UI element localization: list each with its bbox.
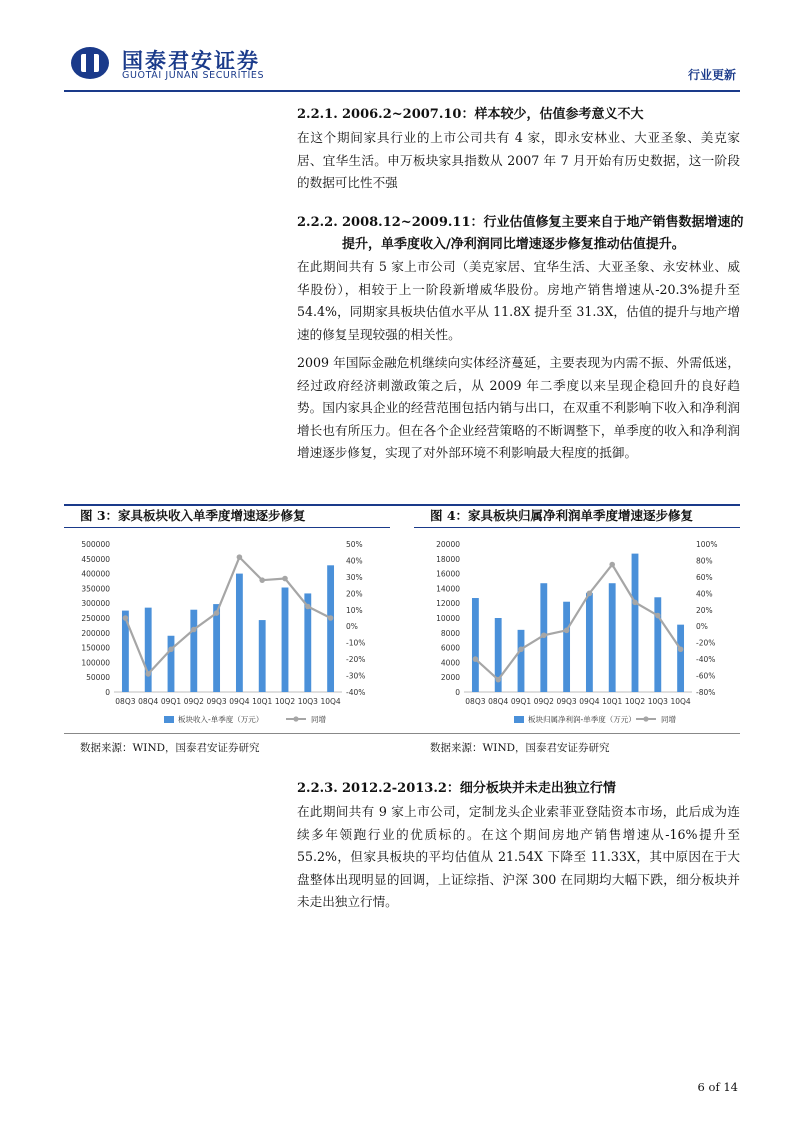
point-10Q3 — [655, 613, 661, 619]
bar-10Q2 — [282, 588, 289, 692]
y-right-tick-label: -20% — [696, 638, 716, 648]
bar-10Q3 — [654, 597, 661, 692]
bar-09Q4 — [586, 593, 593, 692]
bar-09Q3 — [563, 602, 570, 692]
legend-line-label: 同增 — [311, 715, 326, 724]
x-tick-label: 08Q4 — [138, 697, 159, 706]
point-09Q1 — [168, 646, 174, 652]
x-tick-label: 10Q1 — [252, 697, 273, 706]
paragraph: 在此期间共有 9 家上市公司，定制龙头企业索菲亚登陆资本市场，此后成为连续多年领跑行业的优质标的。在这个期间房地产销售增速从-16%提升至 55.2%，但家具板块的平均估值从 21.54X 下降至 11.33X，其中原因在于大盘整体出现明显的回调，上证综指、沪深 300 在同期均大幅下跌，细分板块并未走出独立行情。 — [297, 804, 740, 909]
legend-bar-label: 板块收入-单季度（万元） — [178, 715, 264, 724]
bar-08Q4 — [145, 608, 152, 692]
page-header — [64, 40, 740, 88]
bar-09Q1 — [518, 630, 525, 692]
series-line-yoy — [475, 565, 680, 680]
y-right-tick-label: 40% — [346, 556, 363, 566]
figure-title: 图 3：家具板块收入单季度增速逐步修复 — [64, 505, 390, 528]
y-left-tick-label: 4000 — [440, 658, 460, 668]
point-10Q1 — [259, 577, 265, 583]
bar-09Q2 — [190, 610, 197, 692]
y-left-tick-label: 16000 — [436, 569, 460, 579]
y-right-tick-label: -30% — [346, 671, 366, 681]
y-left-tick-label: 10000 — [436, 614, 460, 623]
y-right-tick-label: -60% — [696, 671, 716, 681]
bar-09Q3 — [213, 604, 220, 692]
y-left-tick-label: 18000 — [436, 554, 460, 564]
section-heading-2-2-1 — [297, 104, 643, 126]
point-09Q2 — [191, 627, 197, 633]
bar-09Q4 — [236, 574, 243, 692]
point-09Q1 — [518, 646, 524, 652]
bar-08Q3 — [472, 598, 479, 692]
company-name-cn: 国泰君安证券 — [122, 49, 260, 73]
paragraph: 在此期间共有 5 家上市公司（美克家居、宜华生活、大亚圣象、永安林业、威华股份），相较于上一阶段新增威华股份。房地产销售增速从-20.3%提升至 54.4%，同期家具板块估值水平从 11.8X 提升至 31.3X，估值的提升与地产增速的修复呈现较强的相关性。 — [297, 259, 740, 342]
page-number: 6 of 14 — [697, 1080, 738, 1094]
y-left-tick-label: 300000 — [81, 599, 110, 609]
chart-revenue — [64, 530, 390, 730]
section-heading-2-2-2 — [297, 212, 744, 234]
y-left-tick-label: 150000 — [81, 643, 110, 653]
y-right-tick-label: 100% — [696, 540, 718, 549]
bar-10Q2 — [632, 554, 639, 692]
point-10Q4 — [328, 615, 334, 621]
y-right-tick-label: 0% — [346, 622, 358, 632]
bar-10Q1 — [259, 620, 266, 692]
section-number: 2.2.1. — [297, 107, 338, 122]
bar-09Q1 — [168, 636, 175, 692]
y-right-tick-label: -20% — [346, 655, 366, 665]
x-tick-label: 08Q3 — [465, 697, 486, 706]
x-tick-label: 09Q2 — [533, 697, 554, 706]
y-right-tick-label: 40% — [696, 589, 713, 599]
y-left-tick-label: 20000 — [436, 540, 460, 549]
x-tick-label: 09Q4 — [229, 697, 250, 706]
section-heading-2-2-3 — [297, 778, 616, 800]
y-left-tick-label: 350000 — [81, 584, 110, 594]
company-logo-icon — [70, 46, 110, 80]
x-tick-label: 10Q3 — [647, 697, 668, 706]
y-left-tick-label: 6000 — [440, 643, 460, 653]
x-tick-label: 10Q2 — [274, 697, 296, 706]
company-name-en: GUOTAI JUNAN SECURITIES — [122, 70, 265, 81]
x-tick-label: 09Q3 — [556, 697, 577, 706]
bar-10Q4 — [327, 565, 334, 692]
y-left-tick-label: 50000 — [86, 673, 110, 683]
section-title: 2008.12~2009.11：行业估值修复主要来自于地产销售数据增速的 — [342, 215, 744, 230]
point-09Q2 — [541, 632, 547, 638]
legend-bar-swatch — [514, 716, 524, 723]
x-tick-label: 10Q4 — [670, 697, 691, 706]
section-title-continued: 提升，单季度收入/净利润同比增速逐步修复推动估值提升。 — [342, 237, 685, 252]
y-left-tick-label: 8000 — [440, 628, 460, 638]
y-left-tick-label: 450000 — [81, 554, 110, 564]
figure-bottom-rule — [64, 733, 740, 734]
legend-line-marker — [293, 716, 298, 721]
point-10Q2 — [282, 576, 288, 582]
point-10Q1 — [609, 562, 615, 568]
y-left-tick-label: 0 — [455, 688, 460, 697]
y-right-tick-label: -80% — [696, 688, 716, 697]
y-right-tick-label: -40% — [696, 655, 716, 665]
section-title: 2012.2-2013.2：细分板块并未走出独立行情 — [342, 781, 616, 796]
point-09Q4 — [587, 591, 593, 597]
y-right-tick-label: 20% — [696, 605, 713, 615]
y-left-tick-label: 14000 — [436, 584, 460, 594]
point-08Q4 — [495, 677, 501, 683]
x-tick-label: 10Q2 — [624, 697, 646, 706]
bar-10Q4 — [677, 625, 684, 692]
point-09Q4 — [237, 554, 243, 560]
y-right-tick-label: 0% — [696, 622, 708, 632]
y-left-tick-label: 250000 — [81, 614, 110, 623]
section-number: 2.2.2. — [297, 215, 338, 230]
bar-10Q1 — [609, 583, 616, 692]
paragraph: 在这个期间家具行业的上市公司共有 4 家，即永安林业、大亚圣象、美克家居、宜华生活。申万板块家具指数从 2007 年 7 月开始有历史数据，这一阶段的数据可比性不强 — [297, 130, 740, 190]
figure-3 — [64, 505, 390, 730]
legend-bar-swatch — [164, 716, 174, 723]
x-tick-label: 10Q3 — [297, 697, 318, 706]
x-tick-label: 09Q1 — [510, 697, 532, 706]
data-source-left: 数据来源：WIND，国泰君安证券研究 — [80, 742, 260, 754]
point-10Q4 — [678, 646, 684, 652]
legend-line-label: 同增 — [661, 715, 676, 724]
x-tick-label: 09Q3 — [206, 697, 227, 706]
section-title: 2006.2~2007.10：样本较少，估值参考意义不大 — [342, 107, 644, 122]
x-tick-label: 08Q3 — [115, 697, 136, 706]
y-left-tick-label: 500000 — [81, 540, 110, 549]
point-08Q4 — [145, 671, 151, 677]
x-tick-label: 08Q4 — [488, 697, 509, 706]
y-left-tick-label: 0 — [105, 688, 110, 697]
x-tick-label: 09Q4 — [579, 697, 600, 706]
y-right-tick-label: -10% — [346, 638, 366, 648]
paragraph: 2009 年国际金融危机继续向实体经济蔓延，主要表现为内需不振、外需低迷，经过政府经济刺激政策之后，从 2009 年二季度以来呈现企稳回升的良好趋势。国内家具企业的经营范围包括内销与出口，在双重不利影响下收入和净利润增长也有所压力。但在各个企业经营策略的不断调整下，单季度的收入和净利润增速逐步修复，实现了对外部环境不利影响最大程度的抵御。 — [297, 355, 740, 460]
header-rule — [64, 90, 740, 92]
legend-line-marker — [643, 716, 648, 721]
y-left-tick-label: 2000 — [440, 673, 460, 683]
y-left-tick-label: 100000 — [81, 658, 110, 668]
x-tick-label: 09Q2 — [183, 697, 204, 706]
y-right-tick-label: 80% — [696, 556, 713, 566]
y-left-tick-label: 400000 — [81, 569, 110, 579]
y-right-tick-label: -40% — [346, 688, 366, 697]
y-right-tick-label: 10% — [346, 605, 363, 615]
point-09Q3 — [564, 628, 570, 634]
x-tick-label: 10Q4 — [320, 697, 341, 706]
y-right-tick-label: 30% — [346, 572, 363, 582]
chart-net-profit — [414, 530, 740, 730]
y-left-tick-label: 200000 — [81, 628, 110, 638]
point-09Q3 — [214, 610, 220, 616]
section-number: 2.2.3. — [297, 781, 338, 796]
y-left-tick-label: 12000 — [436, 599, 460, 609]
point-08Q3 — [123, 615, 129, 621]
x-tick-label: 09Q1 — [160, 697, 182, 706]
data-source-right: 数据来源：WIND，国泰君安证券研究 — [430, 742, 610, 754]
point-10Q2 — [632, 600, 638, 606]
series-line-yoy — [125, 557, 330, 674]
legend-bar-label: 板块归属净利润-单季度（万元） — [528, 715, 636, 724]
point-08Q3 — [473, 656, 479, 662]
document-type: 行业更新 — [687, 68, 736, 82]
figure-4 — [414, 505, 740, 730]
point-10Q3 — [305, 604, 311, 610]
y-right-tick-label: 50% — [346, 540, 363, 549]
x-tick-label: 10Q1 — [602, 697, 623, 706]
y-right-tick-label: 20% — [346, 589, 363, 599]
y-right-tick-label: 60% — [696, 572, 713, 582]
figure-title: 图 4：家具板块归属净利润单季度增速逐步修复 — [414, 505, 740, 528]
